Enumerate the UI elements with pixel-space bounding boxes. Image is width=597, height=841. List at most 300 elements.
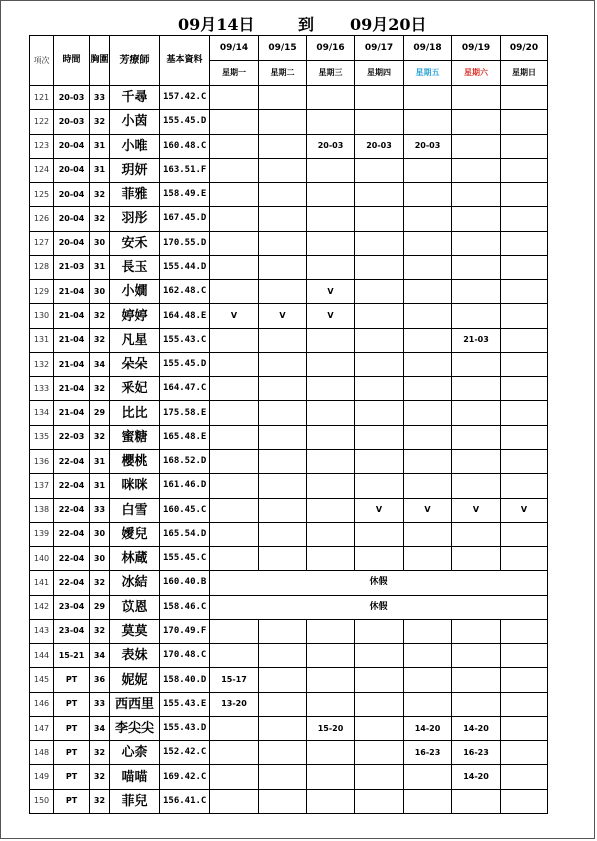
row-size: 33	[90, 86, 110, 110]
schedule-cell	[355, 716, 404, 740]
schedule-cell	[259, 619, 307, 643]
row-name: 玥妍	[110, 158, 160, 182]
row-seq: 141	[30, 571, 54, 595]
schedule-cell: 20-03	[307, 134, 355, 158]
row-seq: 121	[30, 86, 54, 110]
row-time: 23-04	[54, 595, 90, 619]
schedule-cell	[259, 644, 307, 668]
row-info: 169.42.C	[160, 765, 210, 789]
schedule-cell	[355, 207, 404, 231]
table-row	[30, 644, 548, 668]
header-date: 09/19	[452, 36, 501, 61]
title-to-label: 到	[298, 15, 315, 34]
schedule-cell	[501, 352, 548, 376]
header-name: 芳療師	[110, 36, 160, 86]
schedule-cell	[259, 183, 307, 207]
schedule-cell	[210, 619, 259, 643]
row-name: 長玉	[110, 255, 160, 279]
table-row	[30, 425, 548, 449]
row-seq: 135	[30, 425, 54, 449]
schedule-cell	[501, 377, 548, 401]
row-time: 20-04	[54, 207, 90, 231]
row-size: 32	[90, 207, 110, 231]
schedule-cell	[259, 741, 307, 765]
header-info: 基本資料	[160, 36, 210, 86]
table-row	[30, 377, 548, 401]
schedule-cell	[259, 401, 307, 425]
table-row	[30, 207, 548, 231]
schedule-cell	[452, 692, 501, 716]
schedule-cell	[355, 183, 404, 207]
schedule-cell: V	[452, 498, 501, 522]
schedule-cell	[210, 158, 259, 182]
schedule-cell	[307, 255, 355, 279]
schedule-cell	[452, 86, 501, 110]
schedule-cell	[452, 352, 501, 376]
table-row	[30, 789, 548, 813]
schedule-cell	[501, 716, 548, 740]
row-seq: 146	[30, 692, 54, 716]
schedule-cell	[259, 377, 307, 401]
schedule-cell	[210, 183, 259, 207]
row-seq: 136	[30, 449, 54, 473]
schedule-cell	[404, 547, 452, 571]
row-seq: 139	[30, 522, 54, 546]
schedule-cell	[501, 280, 548, 304]
row-info: 158.40.D	[160, 668, 210, 692]
schedule-cell	[259, 158, 307, 182]
row-info: 168.52.D	[160, 449, 210, 473]
row-time: 20-04	[54, 158, 90, 182]
schedule-cell: 15-17	[210, 668, 259, 692]
schedule-cell	[259, 765, 307, 789]
row-name: 櫻桃	[110, 449, 160, 473]
row-seq: 134	[30, 401, 54, 425]
schedule-cell	[404, 328, 452, 352]
schedule-cell	[355, 328, 404, 352]
row-info: 155.43.C	[160, 328, 210, 352]
row-seq: 127	[30, 231, 54, 255]
row-info: 164.47.C	[160, 377, 210, 401]
row-info: 155.45.D	[160, 352, 210, 376]
row-name: 莫莫	[110, 619, 160, 643]
schedule-cell: 14-20	[452, 716, 501, 740]
row-info: 158.46.C	[160, 595, 210, 619]
schedule-cell	[355, 449, 404, 473]
row-size: 30	[90, 280, 110, 304]
schedule-cell	[452, 255, 501, 279]
schedule-cell	[259, 668, 307, 692]
schedule-cell	[307, 231, 355, 255]
row-info: 167.45.D	[160, 207, 210, 231]
schedule-cell	[404, 207, 452, 231]
row-time: 20-04	[54, 134, 90, 158]
row-name: 白雪	[110, 498, 160, 522]
header-time: 時間	[54, 36, 90, 86]
schedule-cell	[501, 183, 548, 207]
row-time: 22-04	[54, 571, 90, 595]
schedule-cell	[355, 231, 404, 255]
schedule-cell	[355, 401, 404, 425]
schedule-cell	[259, 86, 307, 110]
row-info: 155.45.D	[160, 110, 210, 134]
schedule-cell	[307, 352, 355, 376]
row-time: 22-03	[54, 425, 90, 449]
schedule-cell	[210, 280, 259, 304]
row-size: 32	[90, 571, 110, 595]
row-seq: 147	[30, 716, 54, 740]
header-weekday: 星期二	[259, 61, 307, 86]
row-size: 32	[90, 741, 110, 765]
schedule-cell	[452, 449, 501, 473]
row-seq: 149	[30, 765, 54, 789]
schedule-cell	[501, 110, 548, 134]
schedule-cell: V	[355, 498, 404, 522]
schedule-cell	[210, 449, 259, 473]
row-info: 165.54.D	[160, 522, 210, 546]
table-row	[30, 110, 548, 134]
schedule-cell: 20-03	[355, 134, 404, 158]
row-info: 156.41.C	[160, 789, 210, 813]
schedule-cell	[501, 449, 548, 473]
row-name: 小嫺	[110, 280, 160, 304]
row-size: 32	[90, 619, 110, 643]
row-info: 170.55.D	[160, 231, 210, 255]
row-seq: 143	[30, 619, 54, 643]
schedule-cell: 21-03	[452, 328, 501, 352]
schedule-cell	[501, 547, 548, 571]
row-seq: 145	[30, 668, 54, 692]
schedule-cell	[307, 789, 355, 813]
row-time: 22-04	[54, 522, 90, 546]
schedule-cell	[307, 741, 355, 765]
schedule-cell: V	[210, 304, 259, 328]
row-seq: 124	[30, 158, 54, 182]
row-info: 155.45.C	[160, 547, 210, 571]
schedule-cell	[355, 86, 404, 110]
header-date: 09/17	[355, 36, 404, 61]
row-info: 170.48.C	[160, 644, 210, 668]
row-info: 165.48.E	[160, 425, 210, 449]
row-seq: 128	[30, 255, 54, 279]
schedule-cell	[501, 231, 548, 255]
schedule-cell	[307, 619, 355, 643]
schedule-cell	[307, 765, 355, 789]
schedule-cell	[210, 425, 259, 449]
schedule-cell	[452, 668, 501, 692]
schedule-cell	[259, 280, 307, 304]
schedule-cell	[355, 110, 404, 134]
row-info: 161.46.D	[160, 474, 210, 498]
schedule-cell	[259, 692, 307, 716]
row-name: 凡星	[110, 328, 160, 352]
row-name: 冰結	[110, 571, 160, 595]
schedule-cell	[259, 789, 307, 813]
schedule-cell	[210, 644, 259, 668]
schedule-cell	[404, 644, 452, 668]
schedule-cell	[355, 377, 404, 401]
row-seq: 129	[30, 280, 54, 304]
schedule-cell	[452, 425, 501, 449]
table-row	[30, 255, 548, 279]
row-info: 160.45.C	[160, 498, 210, 522]
row-name: 菲兒	[110, 789, 160, 813]
table-row	[30, 328, 548, 352]
schedule-cell	[355, 619, 404, 643]
schedule-cell	[259, 134, 307, 158]
row-size: 33	[90, 498, 110, 522]
row-name: 苡恩	[110, 595, 160, 619]
schedule-cell: V	[404, 498, 452, 522]
schedule-cell	[404, 304, 452, 328]
row-info: 164.48.E	[160, 304, 210, 328]
schedule-cell	[452, 183, 501, 207]
row-time: 21-04	[54, 304, 90, 328]
header-date: 09/20	[501, 36, 548, 61]
row-name: 西西里	[110, 692, 160, 716]
header-date: 09/14	[210, 36, 259, 61]
schedule-cell	[210, 401, 259, 425]
schedule-cell: 16-23	[404, 741, 452, 765]
schedule-cell: 20-03	[404, 134, 452, 158]
schedule-cell	[210, 328, 259, 352]
schedule-cell	[307, 328, 355, 352]
schedule-cell	[452, 377, 501, 401]
row-seq: 140	[30, 547, 54, 571]
schedule-cell	[210, 498, 259, 522]
schedule-cell	[259, 474, 307, 498]
schedule-cell	[210, 716, 259, 740]
schedule-cell	[210, 110, 259, 134]
row-name: 小茵	[110, 110, 160, 134]
schedule-cell	[307, 377, 355, 401]
row-seq: 133	[30, 377, 54, 401]
schedule-cell	[404, 158, 452, 182]
table-row	[30, 668, 548, 692]
row-time: PT	[54, 765, 90, 789]
schedule-cell	[501, 619, 548, 643]
schedule-cell	[452, 789, 501, 813]
schedule-cell	[355, 304, 404, 328]
table-row	[30, 522, 548, 546]
table-row	[30, 86, 548, 110]
row-seq: 126	[30, 207, 54, 231]
row-size: 36	[90, 668, 110, 692]
row-name: 比比	[110, 401, 160, 425]
row-seq: 132	[30, 352, 54, 376]
header-weekday: 星期日	[501, 61, 548, 86]
row-time: 20-04	[54, 231, 90, 255]
row-info: 152.42.C	[160, 741, 210, 765]
row-time: 20-03	[54, 86, 90, 110]
header-seq: 項次	[30, 36, 54, 86]
table-row	[30, 716, 548, 740]
schedule-cell	[307, 644, 355, 668]
row-time: 21-04	[54, 280, 90, 304]
row-seq: 125	[30, 183, 54, 207]
row-size: 31	[90, 474, 110, 498]
row-time: 22-04	[54, 547, 90, 571]
schedule-cell	[404, 255, 452, 279]
row-info: 155.43.E	[160, 692, 210, 716]
schedule-cell	[452, 522, 501, 546]
row-size: 31	[90, 255, 110, 279]
schedule-cell	[501, 86, 548, 110]
row-info: 158.49.E	[160, 183, 210, 207]
schedule-cell	[501, 765, 548, 789]
row-info: 170.49.F	[160, 619, 210, 643]
row-seq: 137	[30, 474, 54, 498]
schedule-cell	[259, 498, 307, 522]
schedule-cell	[355, 692, 404, 716]
header-date: 09/18	[404, 36, 452, 61]
row-size: 34	[90, 352, 110, 376]
row-size: 29	[90, 595, 110, 619]
schedule-cell	[210, 377, 259, 401]
schedule-cell	[307, 522, 355, 546]
schedule-cell	[404, 352, 452, 376]
row-seq: 138	[30, 498, 54, 522]
row-info: 160.48.C	[160, 134, 210, 158]
schedule-cell	[452, 644, 501, 668]
row-time: 21-03	[54, 255, 90, 279]
schedule-cell	[501, 741, 548, 765]
schedule-cell	[501, 668, 548, 692]
schedule-cell	[355, 255, 404, 279]
schedule-cell	[501, 789, 548, 813]
schedule-cell: V	[501, 498, 548, 522]
row-name: 蜜糖	[110, 425, 160, 449]
schedule-cell	[355, 425, 404, 449]
schedule-cell	[404, 183, 452, 207]
schedule-cell	[307, 474, 355, 498]
header-size: 胸圍	[90, 36, 110, 86]
schedule-cell	[259, 110, 307, 134]
schedule-cell: V	[307, 280, 355, 304]
row-name: 表妹	[110, 644, 160, 668]
row-leave-cell: 休假	[210, 595, 548, 619]
schedule-cell: 14-20	[452, 765, 501, 789]
row-info: 160.40.B	[160, 571, 210, 595]
schedule-cell	[307, 668, 355, 692]
schedule-cell	[452, 619, 501, 643]
schedule-cell	[501, 425, 548, 449]
schedule-cell	[259, 352, 307, 376]
schedule-cell	[307, 692, 355, 716]
row-seq: 150	[30, 789, 54, 813]
row-time: 22-04	[54, 449, 90, 473]
title-end-date: 09月20日	[350, 15, 427, 34]
row-info: 157.42.C	[160, 86, 210, 110]
row-seq: 130	[30, 304, 54, 328]
schedule-cell	[307, 498, 355, 522]
schedule-cell: V	[259, 304, 307, 328]
schedule-cell	[355, 668, 404, 692]
row-name: 小唯	[110, 134, 160, 158]
schedule-cell	[259, 231, 307, 255]
row-time: PT	[54, 741, 90, 765]
row-name: 喵喵	[110, 765, 160, 789]
schedule-cell	[210, 255, 259, 279]
row-name: 朵朵	[110, 352, 160, 376]
row-time: PT	[54, 668, 90, 692]
row-seq: 122	[30, 110, 54, 134]
row-seq: 123	[30, 134, 54, 158]
row-leave-cell: 休假	[210, 571, 548, 595]
schedule-cell	[501, 207, 548, 231]
schedule-cell	[404, 377, 452, 401]
row-time: 20-04	[54, 183, 90, 207]
row-info: 155.43.D	[160, 716, 210, 740]
schedule-cell	[501, 328, 548, 352]
schedule-cell	[404, 692, 452, 716]
row-time: 23-04	[54, 619, 90, 643]
schedule-cell	[501, 692, 548, 716]
row-name: 安禾	[110, 231, 160, 255]
row-time: 15-21	[54, 644, 90, 668]
row-name: 李尖尖	[110, 716, 160, 740]
row-name: 嬡兒	[110, 522, 160, 546]
row-name: 心柰	[110, 741, 160, 765]
table-row	[30, 571, 548, 595]
row-size: 32	[90, 110, 110, 134]
row-time: 22-04	[54, 474, 90, 498]
schedule-cell	[404, 401, 452, 425]
schedule-cell	[355, 352, 404, 376]
schedule-cell	[501, 158, 548, 182]
schedule-cell	[355, 644, 404, 668]
row-time: 21-04	[54, 401, 90, 425]
header-date: 09/15	[259, 36, 307, 61]
table-row	[30, 352, 548, 376]
schedule-cell	[210, 207, 259, 231]
schedule-cell	[452, 231, 501, 255]
row-size: 30	[90, 231, 110, 255]
table-row	[30, 280, 548, 304]
schedule-cell	[307, 86, 355, 110]
schedule-cell	[404, 474, 452, 498]
header-row-dates	[30, 36, 548, 61]
schedule-cell: 14-20	[404, 716, 452, 740]
table-row	[30, 547, 548, 571]
schedule-cell	[501, 304, 548, 328]
schedule-cell: V	[307, 304, 355, 328]
schedule-cell	[404, 449, 452, 473]
schedule-cell	[259, 522, 307, 546]
row-seq: 142	[30, 595, 54, 619]
table-row	[30, 619, 548, 643]
schedule-cell	[259, 425, 307, 449]
table-row	[30, 741, 548, 765]
schedule-cell: 13-20	[210, 692, 259, 716]
schedule-cell	[452, 474, 501, 498]
schedule-cell	[259, 328, 307, 352]
row-info: 175.58.E	[160, 401, 210, 425]
header-weekday: 星期一	[210, 61, 259, 86]
schedule-cell	[259, 449, 307, 473]
row-seq: 148	[30, 741, 54, 765]
row-name: 妮妮	[110, 668, 160, 692]
table-row	[30, 401, 548, 425]
row-size: 32	[90, 328, 110, 352]
row-time: PT	[54, 716, 90, 740]
schedule-cell	[404, 619, 452, 643]
schedule-cell	[307, 110, 355, 134]
schedule-cell	[452, 110, 501, 134]
schedule-cell	[501, 401, 548, 425]
schedule-cell	[210, 789, 259, 813]
row-size: 32	[90, 304, 110, 328]
